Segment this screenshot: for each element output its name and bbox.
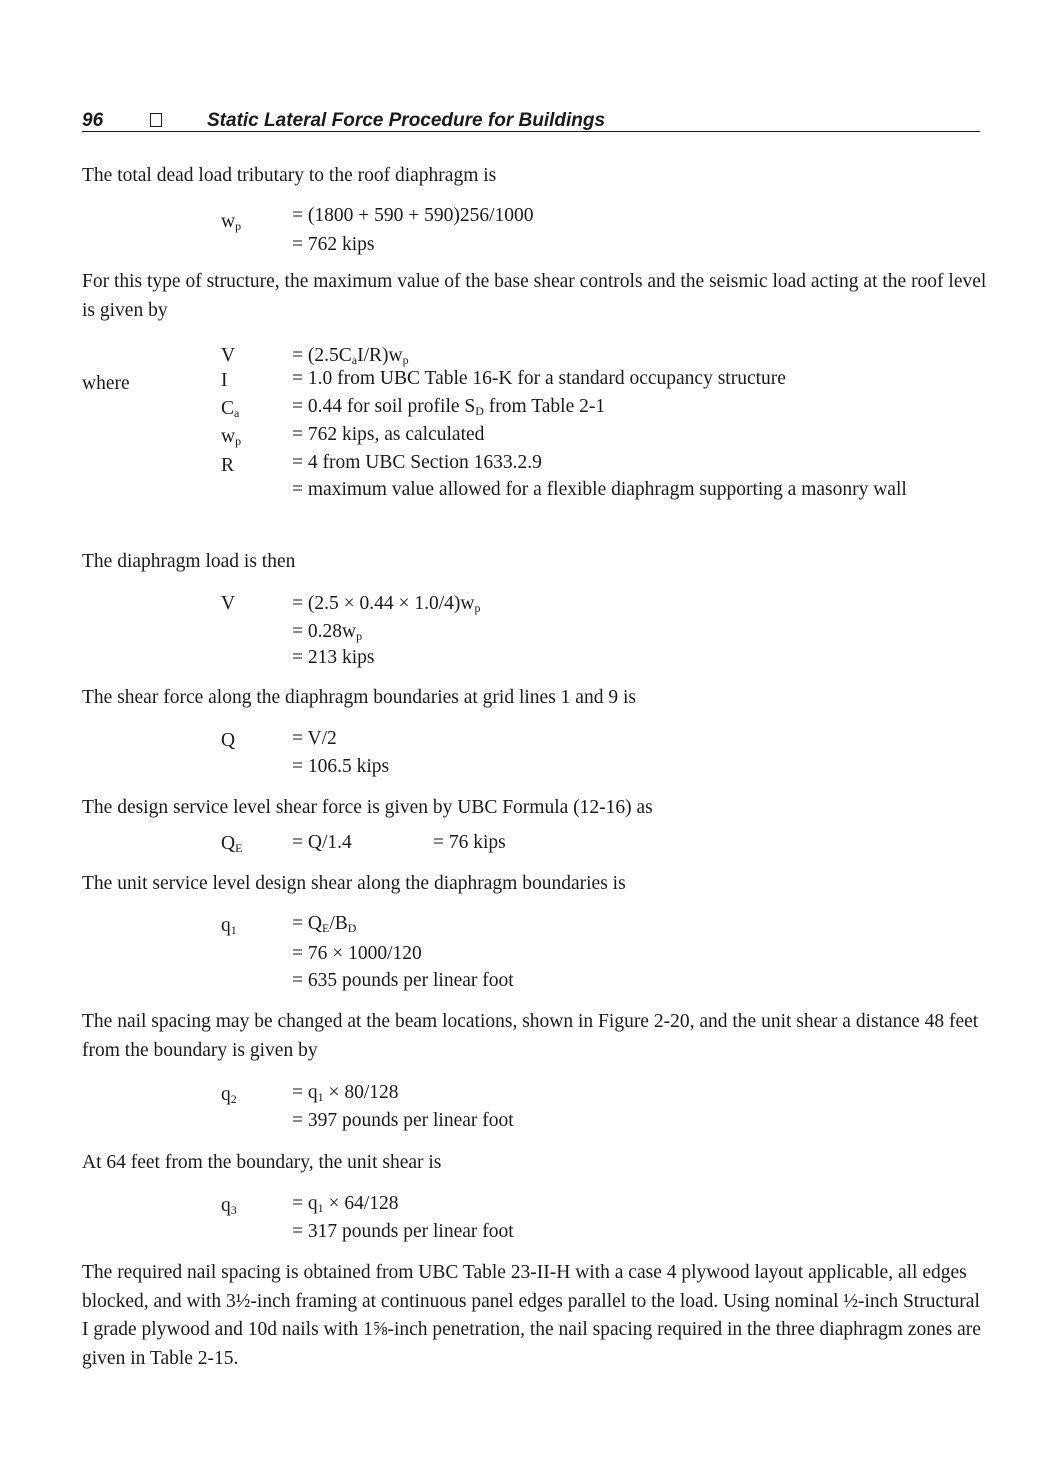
eq5-line1b: = 76 kips	[433, 832, 506, 853]
page-number: 96	[82, 110, 104, 131]
eq7-symbol: $q_2$	[221, 1084, 237, 1106]
eq2-r-rhs: = 4 from UBC Section 1633.2.9	[292, 452, 542, 473]
eq2-ca-rhs: = 0.44 for soil profile $S_D$ from Table 2-1	[292, 396, 606, 418]
eq2-i-rhs: = 1.0 from UBC Table 16-K for a standard occupancy structure	[292, 368, 786, 389]
eq6-line1: = $Q_E/B_D$	[292, 913, 357, 935]
paragraph-unit-shear: The unit service level design shear along the diaphragm boundaries is	[82, 873, 626, 894]
running-header	[82, 110, 980, 134]
eq7-line1: = $q_1 \times 80/128$	[292, 1082, 399, 1104]
paragraph-required-nail-spacing: The required nail spacing is obtained from UBC Table 23-II-H with a case 4 plywood layout applicable, all edges blocked, and with 3½-inch framing at continuous panel edges parallel to the load. Using nominal ½-inch Structural I grade plywood and 10d nails with 1⅝-inch penetration, the nail spacing required in the three diaphragm zones are given in Table 2-15.	[82, 1262, 981, 1369]
eq3-symbol: V	[221, 593, 236, 614]
paragraph-diaphragm-load: The diaphragm load is then	[82, 551, 296, 572]
eq3-line2: = $0.28w_p$	[292, 621, 363, 643]
eq1-line2: = 762 kips	[292, 234, 375, 255]
eq2-v-symbol: V	[221, 345, 236, 366]
eq5-line1: = Q/1.4	[292, 832, 352, 853]
paragraph-dead-load: The total dead load tributary to the roof diaphragm is	[82, 165, 497, 186]
paragraph-nail-spacing: The nail spacing may be changed at the beam locations, shown in Figure 2-20, and the unit shear a distance 48 feet from the boundary is given by	[82, 1011, 979, 1061]
eq8-line1: = $q_1 \times 64/128$	[292, 1193, 399, 1215]
eq7-line2: = 397 pounds per linear foot	[292, 1110, 514, 1131]
eq2-ca-symbol: $C_a$	[221, 398, 240, 420]
eq2-r-symbol: R	[221, 455, 235, 476]
eq3-line3: = 213 kips	[292, 647, 375, 668]
where-label: where	[82, 373, 130, 394]
eq3-line1: = $(2.5 \times 0.44 \times 1.0/4)w_p$	[292, 593, 481, 615]
paragraph-base-shear: For this type of structure, the maximum value of the base shear controls and the seismic load acting at the roof level is given by	[82, 271, 987, 321]
eq1-line1: = (1800 + 590 + 590)256/1000	[292, 205, 534, 226]
running-title: Static Lateral Force Procedure for Buildings	[207, 110, 606, 131]
eq2-i-symbol: I	[221, 370, 228, 391]
eq4-line1: = V/2	[292, 728, 337, 749]
eq5-symbol: $Q_E$	[221, 833, 243, 855]
eq6-line2: = 76 × 1000/120	[292, 943, 422, 964]
eq6-symbol: $q_1$	[221, 915, 237, 937]
paragraph-64-feet: At 64 feet from the boundary, the unit shear is	[82, 1152, 442, 1173]
eq6-line3: = 635 pounds per linear foot	[292, 970, 514, 991]
eq4-symbol: Q	[221, 730, 236, 751]
eq8-symbol: $q_3$	[221, 1195, 237, 1217]
eq1-symbol: $w_p$	[221, 211, 242, 233]
eq4-line2: = 106.5 kips	[292, 756, 390, 777]
box-bullet-icon	[150, 113, 162, 127]
eq2-wp-symbol: $w_p$	[221, 426, 242, 448]
eq2-r-rhs2: = maximum value allowed for a flexible diaphragm supporting a masonry wall	[292, 479, 907, 500]
eq2-v-rhs: = $(2.5C_aI/R)w_p$	[292, 345, 409, 367]
eq8-line2: = 317 pounds per linear foot	[292, 1221, 514, 1242]
paragraph-shear-force: The shear force along the diaphragm boundaries at grid lines 1 and 9 is	[82, 687, 636, 708]
eq2-wp-rhs: = 762 kips, as calculated	[292, 424, 485, 445]
paragraph-service-shear: The design service level shear force is given by UBC Formula (12-16) as	[82, 797, 653, 818]
